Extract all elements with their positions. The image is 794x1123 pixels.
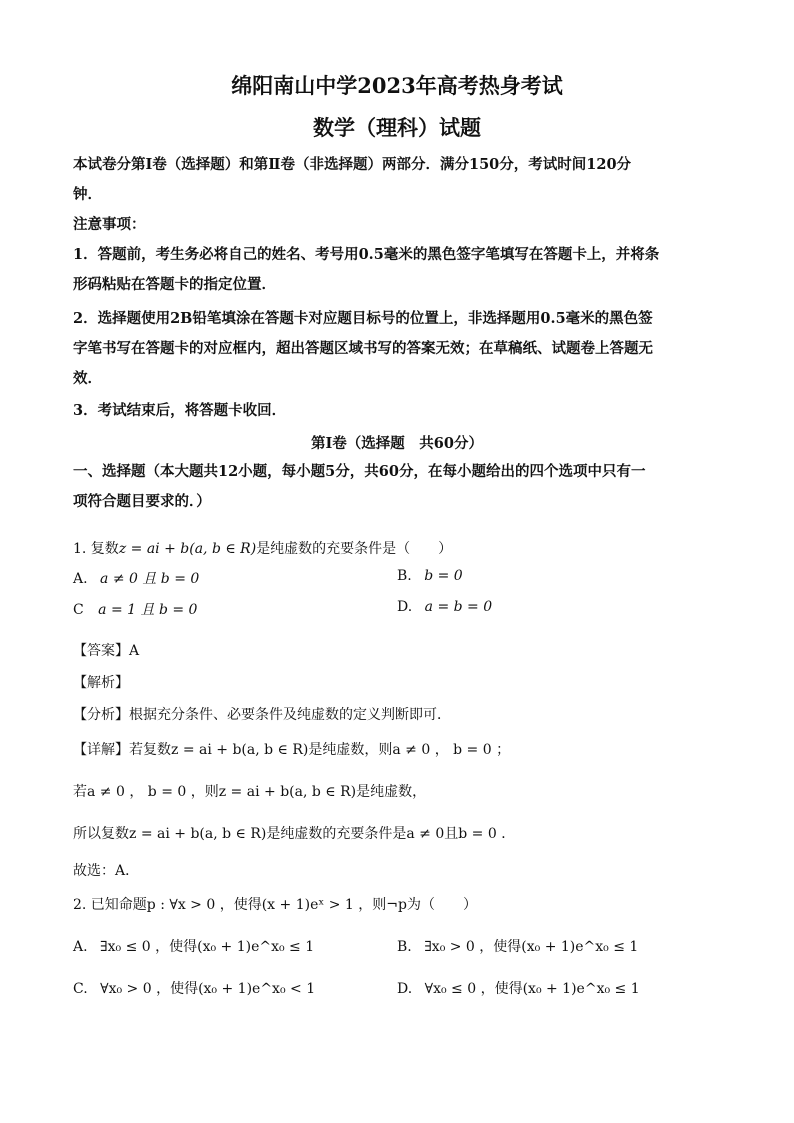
- notice-1-line-2: 形码粘贴在答题卡的指定位置．: [73, 276, 276, 293]
- option-2b[interactable]: [397, 936, 638, 956]
- option-2d[interactable]: [397, 978, 640, 998]
- exam-title: 绵阳南山中学2023年高考热身考试: [231, 73, 563, 98]
- question-2-stem: 2. 已知命题p : ∀x > 0 ，使得(x + 1)eˣ > 1 ，则¬p为（ ）: [73, 897, 477, 913]
- intro-line-1: 本试卷分第Ⅰ卷（选择题）和第Ⅱ卷（非选择题）两部分．满分150分，考试时间120分: [73, 156, 632, 173]
- notice-3: 3．考试结束后，将答题卡收回．: [73, 402, 287, 419]
- detail-line-1: 【详解】若复数z = ai + b(a, b ∈ R)是纯虚数，则a ≠ 0 ， b = 0 ；: [73, 742, 511, 758]
- option-text: a = b = 0: [424, 599, 493, 615]
- question-1-prefix: 1. 复数: [73, 541, 119, 557]
- detail-line-2: 若a ≠ 0 ， b = 0 ，则z = ai + b(a, b ∈ R)是纯虚数，: [73, 784, 427, 800]
- option-label: D.: [397, 599, 413, 615]
- notice-2-line-1: 2．选择题使用2B铅笔填涂在答题卡对应题目标号的位置上，非选择题用0.5毫米的黑色签: [73, 310, 653, 327]
- part1-line-1: 一、选择题（本大题共12小题，每小题5分，共60分，在每小题给出的四个选项中只有一: [73, 463, 646, 480]
- option-text: b = 0: [424, 568, 463, 584]
- option-label: B.: [397, 939, 412, 955]
- option-text: ∃x₀ ≤ 0 ，使得(x₀ + 1)e^x₀ ≤ 1: [100, 939, 315, 955]
- option-label: D.: [397, 981, 413, 997]
- option-2c[interactable]: [73, 978, 315, 998]
- option-text: a = 1 且 b = 0: [98, 602, 198, 618]
- option-label: C: [73, 602, 84, 618]
- option-label: C.: [73, 981, 88, 997]
- option-text: ∀x₀ ≤ 0 ，使得(x₀ + 1)e^x₀ ≤ 1: [424, 981, 640, 997]
- option-1b[interactable]: [397, 568, 463, 584]
- notice-2-line-2: 字笔书写在答题卡的对应框内，超出答题区域书写的答案无效；在草稿纸、试题卷上答题无: [73, 340, 653, 357]
- option-label: A.: [73, 939, 88, 955]
- analysis-text: 【分析】根据充分条件、必要条件及纯虚数的定义判断即可．: [73, 707, 451, 723]
- notice-1-line-1: 1．答题前，考生务必将自己的姓名、考号用0.5毫米的黑色签字笔填写在答题卡上，并将条: [73, 246, 660, 263]
- detail-line-3: 所以复数z = ai + b(a, b ∈ R)是纯虚数的充要条件是a ≠ 0且b = 0 ．: [73, 826, 516, 842]
- option-1d[interactable]: [397, 599, 492, 615]
- question-1-suffix: 是纯虚数的充要条件是（ ）: [256, 541, 453, 557]
- question-1-math: z = ai + b(a, b ∈ R): [118, 541, 257, 557]
- analysis-tag: 【解析】: [73, 675, 129, 691]
- option-text: ∃x₀ > 0 ，使得(x₀ + 1)e^x₀ ≤ 1: [424, 939, 639, 955]
- exam-subtitle: 数学（理科）试题: [313, 115, 481, 140]
- option-label: A.: [73, 571, 88, 587]
- section-title: 第Ⅰ卷（选择题 共60分）: [311, 435, 483, 452]
- option-text: a ≠ 0 且 b = 0: [100, 571, 200, 587]
- option-label: B.: [397, 568, 412, 584]
- option-1c[interactable]: [73, 599, 197, 619]
- option-2a[interactable]: [73, 936, 314, 956]
- option-text: ∀x₀ > 0 ，使得(x₀ + 1)e^x₀ < 1: [100, 981, 316, 997]
- answer: 【答案】A: [73, 643, 140, 659]
- option-1a[interactable]: [73, 568, 199, 588]
- notice-2-line-3: 效．: [73, 370, 102, 387]
- part1-line-2: 项符合题目要求的．）: [73, 493, 211, 510]
- notice-title: 注意事项：: [73, 216, 146, 233]
- choose-line: 故选：A．: [73, 863, 140, 879]
- question-1-stem: [73, 538, 452, 558]
- intro-line-2: 钟．: [73, 186, 102, 203]
